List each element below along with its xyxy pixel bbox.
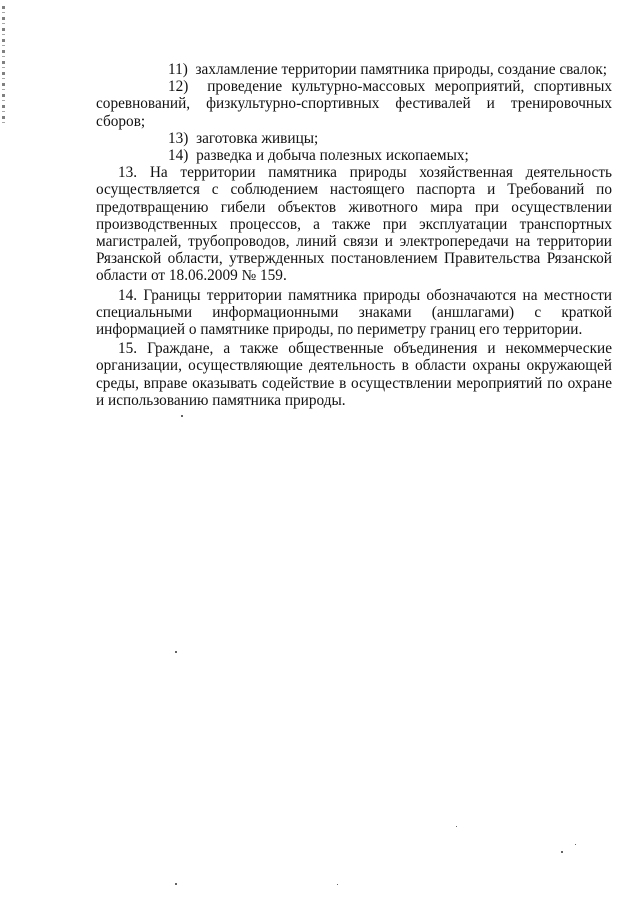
list-item-11 bbox=[96, 61, 612, 78]
paragraph-13: 13. На территории памятника природы хозяйственная деятельность осуществляется с соблюдением настоящего паспорта и Требований по предотвращению гибели объектов животного мира при осуществлении производственных процессов, а также при эксплуатации транспортных магистралей, трубопроводов, линий связи и электропередачи на территории Рязанской области, утвержденных постановлением Правительства Рязанской области от 18.06.2009 № 159. bbox=[96, 164, 612, 285]
list-item-number: 11) bbox=[168, 61, 188, 78]
paragraph-14: 14. Границы территории памятника природы обозначаются на местности специальными информационными знаками (аншлагами) с краткой информацией о памятнике природы, по периметру границ его территории. bbox=[96, 286, 612, 339]
scan-speck bbox=[175, 883, 177, 885]
list-item-number: 14) bbox=[168, 147, 189, 165]
scan-speck bbox=[175, 651, 177, 653]
list-item-text: разведка и добыча полезных ископаемых; bbox=[196, 147, 469, 165]
list-item-text: захламление территории памятника природы, создание свалок; bbox=[195, 61, 608, 78]
list-item-number: 13) bbox=[168, 129, 189, 147]
scan-speck bbox=[456, 826, 457, 827]
list-item-13 bbox=[96, 130, 612, 147]
document-text bbox=[96, 61, 612, 409]
scan-speck bbox=[337, 884, 338, 885]
scan-edge-artifact bbox=[2, 6, 5, 124]
scan-speck bbox=[561, 851, 563, 853]
list-item-12 bbox=[96, 78, 612, 130]
scan-speck bbox=[575, 844, 576, 845]
list-item-14 bbox=[96, 147, 612, 164]
list-item-text: проведение культурно-массовых мероприятий, спортивных соревнований, физкультурно-спортивных фестивалей и тренировочных сборов; bbox=[96, 78, 613, 130]
scan-speck bbox=[181, 415, 183, 417]
paragraph-15: 15. Граждане, а также общественные объединения и некоммерческие организации, осуществляющие деятельность в области охраны окружающей среды, вправе оказывать содействие в осуществлении мероприятий по охране и использованию памятника природы. bbox=[96, 340, 612, 409]
list-item-number: 12) bbox=[168, 78, 189, 96]
list-item-text: заготовка живицы; bbox=[196, 129, 319, 147]
